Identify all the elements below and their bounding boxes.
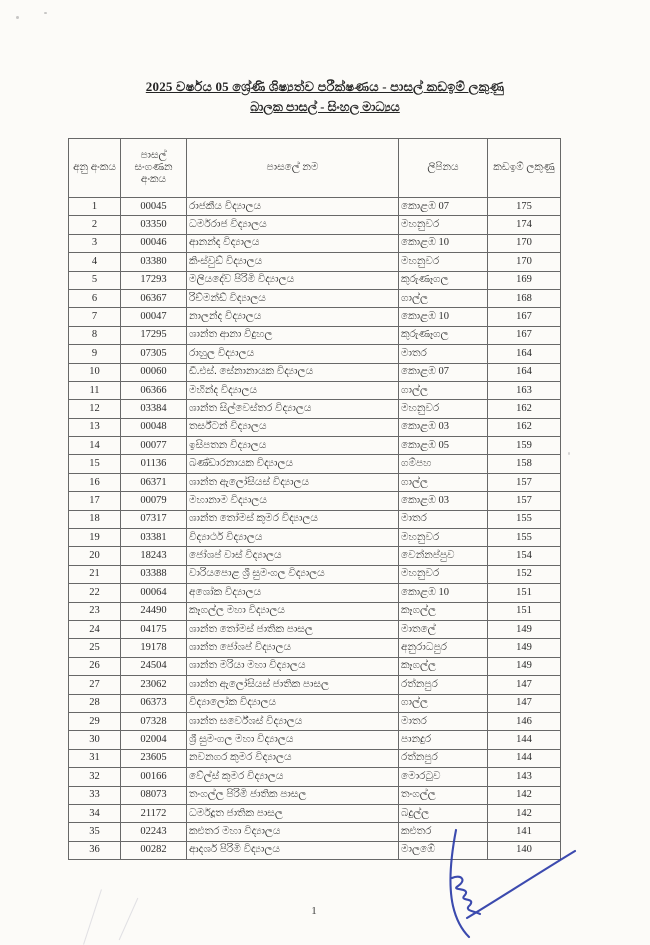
marks-cell: 167 bbox=[488, 326, 561, 344]
school-name-cell: රාජකීය විද්‍යාලය bbox=[187, 198, 399, 216]
census-number-cell: 06371 bbox=[121, 473, 187, 491]
table-header-row bbox=[69, 139, 561, 198]
address-cell: කොළඹ 03 bbox=[399, 492, 488, 510]
address-cell: මහනුවර bbox=[399, 565, 488, 583]
census-number-cell: 00045 bbox=[121, 198, 187, 216]
marks-cell: 142 bbox=[488, 804, 561, 822]
table-row bbox=[69, 602, 561, 620]
address-cell: රත්නපුර bbox=[399, 749, 488, 767]
serial-cell: 23 bbox=[69, 602, 121, 620]
document-title: 2025 වර්ෂය 05 ශ්‍රේණි ශිෂ්‍යත්ව පරීක්ෂණය - පාසල් කඩඉම් ලකුණු bbox=[145, 79, 505, 94]
school-name-cell: ජෝශප් වාස් විද්‍යාලය bbox=[187, 547, 399, 565]
address-cell: මාතර bbox=[399, 712, 488, 730]
marks-cell: 140 bbox=[488, 841, 561, 859]
census-number-cell: 18243 bbox=[121, 547, 187, 565]
address-cell: වෙන්නප්පුව bbox=[399, 547, 488, 565]
address-cell: මහනුවර bbox=[399, 529, 488, 547]
census-number-cell: 24490 bbox=[121, 602, 187, 620]
address-cell: ගම්පහ bbox=[399, 455, 488, 473]
school-name-cell: විද්‍යාලෝක විද්‍යාලය bbox=[187, 694, 399, 712]
table-row bbox=[69, 804, 561, 822]
signature-loop-scribble bbox=[452, 877, 480, 914]
census-number-cell: 03380 bbox=[121, 253, 187, 271]
document-subtitle: බාලක පාසල් - සිංහල මාධ්‍යය bbox=[250, 100, 400, 114]
serial-cell: 29 bbox=[69, 712, 121, 730]
census-number-cell: 06373 bbox=[121, 694, 187, 712]
table-row bbox=[69, 768, 561, 786]
school-name-cell: නවනගර කුමර විද්‍යාලය bbox=[187, 749, 399, 767]
scan-speck bbox=[44, 12, 47, 14]
school-name-cell: ධර්මදූත ජාතික පාසල bbox=[187, 804, 399, 822]
marks-cell: 155 bbox=[488, 510, 561, 528]
school-name-cell: ශාන්ත ජෝශප් විද්‍යාලය bbox=[187, 639, 399, 657]
marks-cell: 149 bbox=[488, 620, 561, 638]
marks-cell: 152 bbox=[488, 565, 561, 583]
table-row bbox=[69, 712, 561, 730]
marks-cell: 149 bbox=[488, 639, 561, 657]
marks-cell: 164 bbox=[488, 363, 561, 381]
census-number-cell: 00048 bbox=[121, 418, 187, 436]
school-name-cell: ආනන්ද විද්‍යාලය bbox=[187, 234, 399, 252]
serial-cell: 4 bbox=[69, 253, 121, 271]
marks-cell: 149 bbox=[488, 657, 561, 675]
table-row bbox=[69, 749, 561, 767]
address-cell: මාතර bbox=[399, 510, 488, 528]
serial-cell: 24 bbox=[69, 620, 121, 638]
address-cell: කුරුණෑගල bbox=[399, 271, 488, 289]
table-row bbox=[69, 492, 561, 510]
school-name-cell: මලියදේව පිරිමි විද්‍යාලය bbox=[187, 271, 399, 289]
census-number-cell: 00047 bbox=[121, 308, 187, 326]
address-cell: තංගල්ල bbox=[399, 786, 488, 804]
census-number-cell: 02004 bbox=[121, 731, 187, 749]
table-row bbox=[69, 786, 561, 804]
census-number-cell: 00166 bbox=[121, 768, 187, 786]
address-cell: කොළඹ 03 bbox=[399, 418, 488, 436]
address-cell: කොළඹ 05 bbox=[399, 437, 488, 455]
census-number-cell: 07328 bbox=[121, 712, 187, 730]
marks-cell: 168 bbox=[488, 289, 561, 307]
table-row bbox=[69, 510, 561, 528]
census-number-cell: 24504 bbox=[121, 657, 187, 675]
signature-diagonal-stroke bbox=[467, 851, 575, 918]
document-title-block bbox=[0, 79, 650, 115]
table-body bbox=[69, 198, 561, 860]
marks-cell: 147 bbox=[488, 676, 561, 694]
header-census-number: පාසල් සංගණන අංකය bbox=[121, 139, 187, 198]
census-number-cell: 00079 bbox=[121, 492, 187, 510]
marks-cell: 157 bbox=[488, 473, 561, 491]
address-cell: කොළඹ 10 bbox=[399, 584, 488, 602]
header-cutoff-marks: කඩඉම් ලකුණු bbox=[488, 139, 561, 198]
serial-cell: 5 bbox=[69, 271, 121, 289]
marks-cell: 151 bbox=[488, 584, 561, 602]
table-row bbox=[69, 694, 561, 712]
serial-cell: 33 bbox=[69, 786, 121, 804]
school-name-cell: ශාන්ත ඇලෝසියස් විද්‍යාලය bbox=[187, 473, 399, 491]
serial-cell: 27 bbox=[69, 676, 121, 694]
marks-cell: 162 bbox=[488, 418, 561, 436]
school-name-cell: ශාන්ත ඇලෝසියස් ජාතික පාසල bbox=[187, 676, 399, 694]
census-number-cell: 19178 bbox=[121, 639, 187, 657]
school-name-cell: ශාන්ත ආනා විදුහල bbox=[187, 326, 399, 344]
serial-cell: 10 bbox=[69, 363, 121, 381]
serial-cell: 6 bbox=[69, 289, 121, 307]
address-cell: රත්නපුර bbox=[399, 676, 488, 694]
marks-cell: 146 bbox=[488, 712, 561, 730]
header-address: ලිපිනය bbox=[399, 139, 488, 198]
serial-cell: 11 bbox=[69, 381, 121, 399]
table-row bbox=[69, 437, 561, 455]
address-cell: මහනුවර bbox=[399, 253, 488, 271]
census-number-cell: 04175 bbox=[121, 620, 187, 638]
table-row bbox=[69, 565, 561, 583]
table-row bbox=[69, 363, 561, 381]
school-name-cell: වේල්ස් කුමර විද්‍යාලය bbox=[187, 768, 399, 786]
table-row bbox=[69, 289, 561, 307]
school-name-cell: ඩී.එස්. සේනානායක විද්‍යාලය bbox=[187, 363, 399, 381]
census-number-cell: 03350 bbox=[121, 216, 187, 234]
address-cell: අනුරාධපුර bbox=[399, 639, 488, 657]
serial-cell: 34 bbox=[69, 804, 121, 822]
serial-cell: 21 bbox=[69, 565, 121, 583]
census-number-cell: 00060 bbox=[121, 363, 187, 381]
census-number-cell: 00077 bbox=[121, 437, 187, 455]
marks-cell: 158 bbox=[488, 455, 561, 473]
census-number-cell: 23062 bbox=[121, 676, 187, 694]
marks-cell: 144 bbox=[488, 731, 561, 749]
school-name-cell: මහින්ද විද්‍යාලය bbox=[187, 381, 399, 399]
school-name-cell: ශාන්ත තෝමස් කුමර විද්‍යාලය bbox=[187, 510, 399, 528]
scan-scratch bbox=[83, 889, 102, 944]
marks-cell: 157 bbox=[488, 492, 561, 510]
serial-cell: 32 bbox=[69, 768, 121, 786]
marks-cell: 175 bbox=[488, 198, 561, 216]
table-row bbox=[69, 216, 561, 234]
serial-cell: 22 bbox=[69, 584, 121, 602]
header-serial-number: අනු අංකය bbox=[69, 139, 121, 198]
serial-cell: 17 bbox=[69, 492, 121, 510]
school-name-cell: කෑගල්ල මහා විද්‍යාලය bbox=[187, 602, 399, 620]
address-cell: කෑගල්ල bbox=[399, 657, 488, 675]
census-number-cell: 03381 bbox=[121, 529, 187, 547]
school-name-cell: ශ්‍රී සුමංගල මහා විද්‍යාලය bbox=[187, 731, 399, 749]
serial-cell: 30 bbox=[69, 731, 121, 749]
address-cell: කොළඹ 10 bbox=[399, 308, 488, 326]
serial-cell: 14 bbox=[69, 437, 121, 455]
marks-cell: 154 bbox=[488, 547, 561, 565]
census-number-cell: 17295 bbox=[121, 326, 187, 344]
serial-cell: 18 bbox=[69, 510, 121, 528]
census-number-cell: 17293 bbox=[121, 271, 187, 289]
serial-cell: 26 bbox=[69, 657, 121, 675]
serial-cell: 8 bbox=[69, 326, 121, 344]
table-row bbox=[69, 381, 561, 399]
school-name-cell: අශෝක විද්‍යාලය bbox=[187, 584, 399, 602]
scan-speck bbox=[16, 16, 19, 19]
table-row bbox=[69, 400, 561, 418]
address-cell: කොළඹ 07 bbox=[399, 363, 488, 381]
table-row bbox=[69, 731, 561, 749]
school-name-cell: ශාන්ත සර්වේශස් විද්‍යාලය bbox=[187, 712, 399, 730]
school-name-cell: වාරියපොළ ශ්‍රී සුමංගල විද්‍යාලය bbox=[187, 565, 399, 583]
school-name-cell: ශාන්ත මරියා මහා විද්‍යාලය bbox=[187, 657, 399, 675]
marks-cell: 147 bbox=[488, 694, 561, 712]
address-cell: ගාල්ල bbox=[399, 694, 488, 712]
table-row bbox=[69, 345, 561, 363]
school-name-cell: තංගල්ල පිරිමි ජාතික පාසල bbox=[187, 786, 399, 804]
serial-cell: 2 bbox=[69, 216, 121, 234]
serial-cell: 19 bbox=[69, 529, 121, 547]
page-number: 1 bbox=[311, 905, 317, 917]
school-name-cell: රිච්මන්ඩ් විද්‍යාලය bbox=[187, 289, 399, 307]
census-number-cell: 00046 bbox=[121, 234, 187, 252]
serial-cell: 15 bbox=[69, 455, 121, 473]
census-number-cell: 00282 bbox=[121, 841, 187, 859]
serial-cell: 36 bbox=[69, 841, 121, 859]
address-cell: පානදුර bbox=[399, 731, 488, 749]
school-name-cell: ශාන්ත සිල්වෙස්තර විද්‍යාලය bbox=[187, 400, 399, 418]
marks-cell: 164 bbox=[488, 345, 561, 363]
table-row bbox=[69, 326, 561, 344]
marks-cell: 162 bbox=[488, 400, 561, 418]
signature-ink bbox=[425, 828, 585, 939]
table-row bbox=[69, 473, 561, 491]
marks-cell: 169 bbox=[488, 271, 561, 289]
census-number-cell: 01136 bbox=[121, 455, 187, 473]
table-row bbox=[69, 584, 561, 602]
table-row bbox=[69, 547, 561, 565]
address-cell: කොළඹ 10 bbox=[399, 234, 488, 252]
serial-cell: 16 bbox=[69, 473, 121, 491]
address-cell: මහනුවර bbox=[399, 400, 488, 418]
address-cell: කෑගල්ල bbox=[399, 602, 488, 620]
address-cell: කුරුණෑගල bbox=[399, 326, 488, 344]
school-name-cell: කිංස්වුඩ් විද්‍යාලය bbox=[187, 253, 399, 271]
address-cell: ගාල්ල bbox=[399, 289, 488, 307]
serial-cell: 28 bbox=[69, 694, 121, 712]
serial-cell: 31 bbox=[69, 749, 121, 767]
table-row bbox=[69, 271, 561, 289]
table-row bbox=[69, 198, 561, 216]
address-cell: මාතර bbox=[399, 345, 488, 363]
table-row bbox=[69, 657, 561, 675]
table-row bbox=[69, 639, 561, 657]
address-cell: කොළඹ 07 bbox=[399, 198, 488, 216]
marks-cell: 143 bbox=[488, 768, 561, 786]
address-cell: මොරටුව bbox=[399, 768, 488, 786]
serial-cell: 7 bbox=[69, 308, 121, 326]
school-name-cell: තර්ස්ටන් විද්‍යාලය bbox=[187, 418, 399, 436]
school-name-cell: බණ්ඩාරනායක විද්‍යාලය bbox=[187, 455, 399, 473]
census-number-cell: 08073 bbox=[121, 786, 187, 804]
marks-cell: 170 bbox=[488, 253, 561, 271]
marks-cell: 174 bbox=[488, 216, 561, 234]
school-name-cell: ඉසිපතන විද්‍යාලය bbox=[187, 437, 399, 455]
census-number-cell: 00064 bbox=[121, 584, 187, 602]
marks-cell: 141 bbox=[488, 823, 561, 841]
table-row bbox=[69, 253, 561, 271]
serial-cell: 12 bbox=[69, 400, 121, 418]
census-number-cell: 06367 bbox=[121, 289, 187, 307]
address-cell: ගාල්ල bbox=[399, 381, 488, 399]
school-name-cell: විද්‍යාර්ථ විද්‍යාලය bbox=[187, 529, 399, 547]
census-number-cell: 07317 bbox=[121, 510, 187, 528]
school-name-cell: ශාන්ත තෝමස් ජාතික පාසල bbox=[187, 620, 399, 638]
address-cell: මාලඹේ bbox=[399, 841, 488, 859]
address-cell: මහනුවර bbox=[399, 216, 488, 234]
census-number-cell: 02243 bbox=[121, 823, 187, 841]
serial-cell: 1 bbox=[69, 198, 121, 216]
address-cell: මාතලේ bbox=[399, 620, 488, 638]
serial-cell: 13 bbox=[69, 418, 121, 436]
serial-cell: 20 bbox=[69, 547, 121, 565]
address-cell: ගාල්ල bbox=[399, 473, 488, 491]
marks-cell: 167 bbox=[488, 308, 561, 326]
school-name-cell: ආදර්ශ පිරිමි විද්‍යාලය bbox=[187, 841, 399, 859]
scan-speck bbox=[568, 452, 570, 455]
table-row bbox=[69, 676, 561, 694]
census-number-cell: 23605 bbox=[121, 749, 187, 767]
school-name-cell: රාහුල විද්‍යාලය bbox=[187, 345, 399, 363]
header-school-name: පාසලේ නම bbox=[187, 139, 399, 198]
marks-cell: 163 bbox=[488, 381, 561, 399]
cutoff-marks-table bbox=[68, 138, 561, 860]
table-row bbox=[69, 234, 561, 252]
address-cell: කළුතර bbox=[399, 823, 488, 841]
school-name-cell: නාලන්ද විද්‍යාලය bbox=[187, 308, 399, 326]
school-name-cell: මහානාම විද්‍යාලය bbox=[187, 492, 399, 510]
serial-cell: 35 bbox=[69, 823, 121, 841]
census-number-cell: 21172 bbox=[121, 804, 187, 822]
census-number-cell: 03384 bbox=[121, 400, 187, 418]
marks-cell: 155 bbox=[488, 529, 561, 547]
serial-cell: 3 bbox=[69, 234, 121, 252]
census-number-cell: 06366 bbox=[121, 381, 187, 399]
table-row bbox=[69, 529, 561, 547]
marks-cell: 170 bbox=[488, 234, 561, 252]
marks-cell: 159 bbox=[488, 437, 561, 455]
table-row bbox=[69, 620, 561, 638]
table-row bbox=[69, 455, 561, 473]
serial-cell: 9 bbox=[69, 345, 121, 363]
serial-cell: 25 bbox=[69, 639, 121, 657]
school-name-cell: කළුතර මහා විද්‍යාලය bbox=[187, 823, 399, 841]
school-name-cell: ධර්මරාජ විද්‍යාලය bbox=[187, 216, 399, 234]
marks-cell: 151 bbox=[488, 602, 561, 620]
table-row bbox=[69, 418, 561, 436]
census-number-cell: 07305 bbox=[121, 345, 187, 363]
marks-cell: 142 bbox=[488, 786, 561, 804]
census-number-cell: 03388 bbox=[121, 565, 187, 583]
address-cell: බදුල්ල bbox=[399, 804, 488, 822]
marks-cell: 144 bbox=[488, 749, 561, 767]
table-row bbox=[69, 308, 561, 326]
